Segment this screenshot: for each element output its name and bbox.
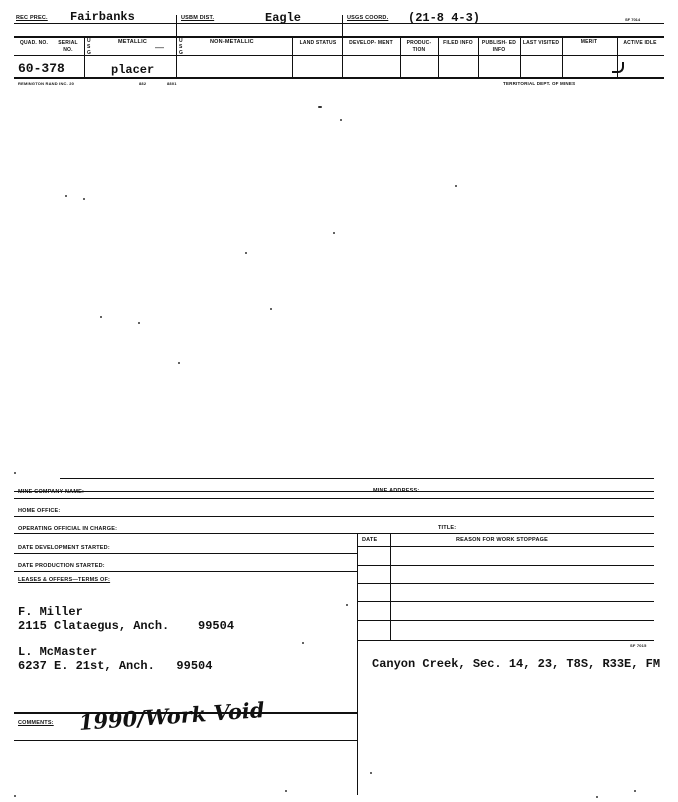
lessee-entry xyxy=(18,605,234,633)
top-card-rule-values xyxy=(14,55,664,56)
speck xyxy=(245,252,247,254)
speck xyxy=(370,772,372,774)
comments-label: COMMENTS: xyxy=(18,720,54,726)
lessee-address: 6237 E. 21st, Anch. 99504 xyxy=(18,659,213,673)
stoppage-column-divider xyxy=(390,533,391,640)
speck xyxy=(178,362,180,364)
form-number: SF 7014 xyxy=(625,17,641,22)
comments-handwritten: 1990/Work Void xyxy=(78,697,266,735)
footer-right: TERRITORIAL DEPT. OF MINES xyxy=(503,81,576,86)
stoppage-rule xyxy=(357,583,654,584)
speck xyxy=(270,308,272,310)
active-idle-header: ACTIVE IDLE xyxy=(623,40,657,46)
card-column-divider xyxy=(357,533,358,795)
metallic-header: METALLIC xyxy=(118,39,147,45)
date-production-label: DATE PRODUCTION STARTED: xyxy=(18,563,105,569)
metallic-value: placer xyxy=(111,63,155,77)
lessee-entry xyxy=(18,645,212,673)
usgs-coord-label: USGS COORD. xyxy=(347,15,389,21)
mine-company-name-label: MINE COMPANY NAME: xyxy=(18,489,85,495)
speck xyxy=(83,198,85,200)
stoppage-rule xyxy=(357,565,654,566)
location-text: Canyon Creek, Sec. 14, 23, T8S, R33E, FM xyxy=(372,657,661,671)
footer-number: 8801 xyxy=(167,81,177,86)
rec-prec-label: REC PREC. xyxy=(16,15,48,21)
stoppage-date-header: DATE xyxy=(362,537,378,543)
usbm-dist-value: Eagle xyxy=(265,11,302,25)
comments-rule xyxy=(14,740,357,741)
speck xyxy=(634,790,636,792)
speck xyxy=(455,185,457,187)
filed-info-header: FILED INFO xyxy=(443,40,473,46)
quad-value: 60-378 xyxy=(18,61,65,76)
card-edge xyxy=(60,478,654,479)
speck xyxy=(14,472,16,474)
development-header: DEVELOP- MENT xyxy=(349,40,393,46)
divider xyxy=(176,36,177,77)
divider xyxy=(292,36,293,77)
merit-header: MERIT xyxy=(580,39,598,45)
serial-no-header: SERIAL NO. xyxy=(58,40,78,53)
footer-number: 882 xyxy=(139,81,147,86)
usg-letters-non-metallic xyxy=(179,38,183,56)
speck xyxy=(346,604,348,606)
usg-letter: S xyxy=(87,44,91,50)
lessee-name: L. McMaster xyxy=(18,645,98,659)
title-label: TITLE: xyxy=(438,525,457,531)
card-rule xyxy=(14,498,654,499)
mine-address-label: MINE ADDRESS: xyxy=(373,488,420,494)
speck xyxy=(100,316,102,318)
speck xyxy=(302,642,304,644)
divider xyxy=(438,36,439,77)
usg-letter: U xyxy=(87,38,91,44)
date-development-label: DATE DEVELOPMENT STARTED: xyxy=(18,545,110,551)
speck xyxy=(333,232,335,234)
divider xyxy=(342,36,343,77)
usgs-coord-value: (21-8 4-3) xyxy=(408,11,481,25)
speck xyxy=(340,119,342,121)
stoppage-rule xyxy=(357,546,654,547)
card-rule xyxy=(14,553,357,554)
usbm-dist-label: USBM DIST. xyxy=(181,15,215,21)
lessee-name: F. Miller xyxy=(18,605,83,619)
quad-no-header: QUAD. NO. xyxy=(19,40,49,46)
non-metallic-header: NON-METALLIC xyxy=(210,39,254,45)
lessee-address: 2115 Clataegus, Anch. 99504 xyxy=(18,619,235,633)
usg-letter: G xyxy=(87,50,92,56)
divider xyxy=(84,36,85,77)
usg-letter: U xyxy=(179,38,183,44)
card-rule xyxy=(14,571,357,572)
card-rule xyxy=(14,516,654,517)
speck xyxy=(596,796,598,798)
land-status-header: LAND STATUS xyxy=(299,40,337,46)
stoppage-reason-header: REASON FOR WORK STOPPAGE xyxy=(456,537,548,543)
leases-label: LEASES & OFFERS—TERMS OF: xyxy=(18,577,111,583)
top-card-rule-bottom xyxy=(14,77,664,79)
operating-official-label: OPERATING OFFICIAL IN CHARGE: xyxy=(18,526,118,532)
metallic-dash: — xyxy=(155,42,164,52)
usg-letters-metallic xyxy=(87,38,91,56)
card-rule xyxy=(14,533,654,534)
stoppage-rule xyxy=(357,640,654,641)
published-info-header: PUBLISH- ED INFO xyxy=(481,40,517,53)
active-mark xyxy=(612,62,624,73)
speck xyxy=(65,195,67,197)
speck xyxy=(138,322,140,324)
speck xyxy=(285,790,287,792)
usg-letter: S xyxy=(179,44,183,50)
speck xyxy=(318,106,322,108)
usg-letter: G xyxy=(179,50,184,56)
stoppage-rule xyxy=(357,620,654,621)
home-office-label: HOME OFFICE: xyxy=(18,508,61,514)
form-number: SF 7015 xyxy=(630,643,647,648)
last-visited-header: LAST VISITED xyxy=(522,40,560,46)
rec-prec-value: Fairbanks xyxy=(70,10,135,24)
stoppage-rule xyxy=(357,601,654,602)
top-card-rule-header xyxy=(14,36,664,38)
speck xyxy=(14,795,16,797)
production-header: PRODUC- TION xyxy=(406,40,432,53)
footer-left: REMINGTON RAND INC. 20 xyxy=(18,81,75,86)
card-rule xyxy=(14,491,654,492)
